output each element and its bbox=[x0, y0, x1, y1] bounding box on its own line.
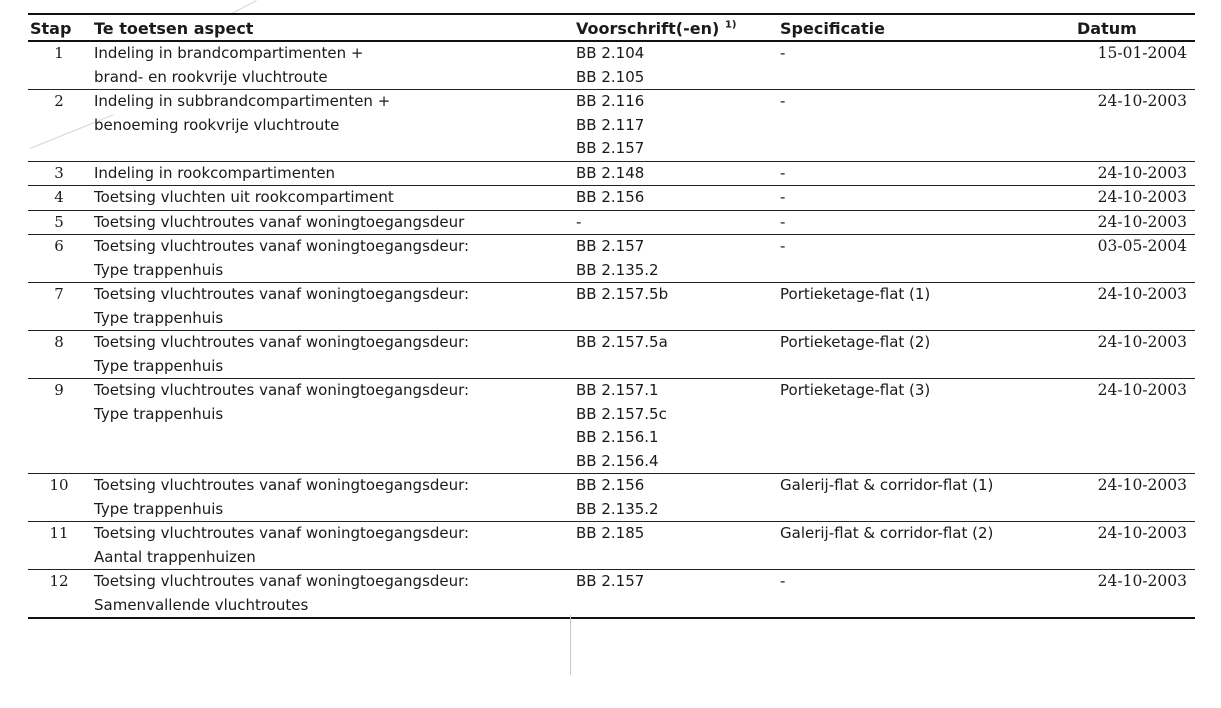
cell-datum: 24-10-2003 bbox=[1097, 572, 1187, 590]
aspect-line: Samenvallende vluchtroutes bbox=[94, 595, 309, 614]
voorschrift-line: BB 2.117 bbox=[576, 115, 645, 134]
cell-datum: 24-10-2003 bbox=[1097, 476, 1187, 494]
voorschrift-line: BB 2.157.1 bbox=[576, 381, 659, 399]
header-aspect: Te toetsen aspect bbox=[90, 14, 572, 41]
table-row bbox=[28, 235, 1195, 283]
cell-aspect bbox=[90, 283, 572, 331]
cell-datum: 24-10-2003 bbox=[1097, 333, 1187, 351]
aspect-line: Indeling in rookcompartimenten bbox=[94, 163, 336, 182]
table-row bbox=[28, 283, 1195, 331]
aspect-line: brand- en rookvrije vluchtroute bbox=[94, 67, 328, 86]
inspection-steps-table bbox=[28, 13, 1195, 619]
cell-specificatie: Galerij-flat & corridor-flat (1) bbox=[780, 476, 994, 494]
voorschrift-line: BB 2.157 bbox=[576, 139, 645, 157]
header-datum: Datum bbox=[1073, 14, 1195, 41]
aspect-line: Toetsing vluchtroutes vanaf woningtoegangsdeur: bbox=[94, 333, 470, 351]
aspect-line: Toetsing vluchten uit rookcompartiment bbox=[94, 188, 394, 206]
cell-stap: 11 bbox=[49, 524, 69, 542]
table-row bbox=[28, 522, 1195, 570]
cell-stap: 8 bbox=[54, 333, 64, 351]
table-row bbox=[28, 474, 1195, 522]
cell-aspect bbox=[90, 379, 572, 474]
cell-aspect bbox=[90, 186, 572, 211]
table-row bbox=[28, 570, 1195, 619]
table-row bbox=[28, 41, 1195, 90]
cell-stap: 7 bbox=[54, 285, 64, 303]
cell-datum: 15-01-2004 bbox=[1097, 44, 1187, 62]
cell-aspect bbox=[90, 522, 572, 570]
voorschrift-line: BB 2.156 bbox=[576, 476, 645, 494]
voorschrift-line: BB 2.156.1 bbox=[576, 428, 659, 446]
voorschrift-line: BB 2.157 bbox=[576, 237, 645, 255]
cell-datum: 24-10-2003 bbox=[1097, 188, 1187, 206]
cell-aspect bbox=[90, 474, 572, 522]
header-voorschrift-label: Voorschrift(-en) bbox=[576, 19, 720, 38]
table-row bbox=[28, 210, 1195, 235]
voorschrift-line: BB 2.157.5b bbox=[576, 285, 669, 303]
aspect-line: Type trappenhuis bbox=[94, 260, 224, 279]
header-footnote-marker: 1) bbox=[724, 19, 737, 31]
voorschrift-line: BB 2.116 bbox=[576, 92, 645, 110]
table-row bbox=[28, 90, 1195, 162]
cell-stap: 9 bbox=[54, 381, 64, 399]
cell-stap: 1 bbox=[54, 44, 64, 62]
cell-aspect bbox=[90, 210, 572, 235]
cell-voorschrift bbox=[572, 522, 776, 570]
cell-aspect bbox=[90, 235, 572, 283]
aspect-line: Toetsing vluchtroutes vanaf woningtoegangsdeur: bbox=[94, 381, 470, 399]
voorschrift-line: BB 2.148 bbox=[576, 163, 645, 182]
voorschrift-line: BB 2.156 bbox=[576, 188, 645, 206]
voorschrift-line: BB 2.156.4 bbox=[576, 451, 659, 470]
cell-aspect bbox=[90, 161, 572, 186]
aspect-line: Toetsing vluchtroutes vanaf woningtoegangsdeur: bbox=[94, 476, 470, 494]
cell-voorschrift bbox=[572, 570, 776, 619]
cell-specificatie: - bbox=[780, 163, 786, 182]
voorschrift-line: - bbox=[576, 212, 582, 231]
aspect-line: Toetsing vluchtroutes vanaf woningtoegangsdeur: bbox=[94, 237, 470, 255]
cell-voorschrift bbox=[572, 235, 776, 283]
cell-aspect bbox=[90, 570, 572, 619]
cell-specificatie: - bbox=[780, 44, 786, 62]
aspect-line: Toetsing vluchtroutes vanaf woningtoegangsdeur bbox=[94, 212, 465, 231]
cell-specificatie: Portieketage-flat (1) bbox=[780, 285, 931, 303]
header-voorschrift bbox=[572, 14, 776, 41]
cell-datum: 24-10-2003 bbox=[1097, 285, 1187, 303]
cell-datum: 24-10-2003 bbox=[1097, 212, 1187, 231]
voorschrift-line: BB 2.157 bbox=[576, 572, 645, 590]
cell-stap: 6 bbox=[54, 237, 64, 255]
table-row bbox=[28, 161, 1195, 186]
voorschrift-line: BB 2.157.5c bbox=[576, 404, 667, 423]
cell-stap: 2 bbox=[54, 92, 64, 110]
cell-stap: 10 bbox=[49, 476, 69, 494]
header-specificatie: Specificatie bbox=[776, 14, 1073, 41]
cell-voorschrift bbox=[572, 379, 776, 474]
voorschrift-line: BB 2.105 bbox=[576, 67, 645, 86]
aspect-line: Type trappenhuis bbox=[94, 308, 224, 327]
cell-specificatie: - bbox=[780, 212, 786, 231]
cell-stap: 4 bbox=[54, 188, 64, 206]
header-stap: Stap bbox=[28, 14, 90, 41]
cell-datum: 24-10-2003 bbox=[1097, 163, 1187, 182]
cell-specificatie: Galerij-flat & corridor-flat (2) bbox=[780, 524, 994, 542]
voorschrift-line: BB 2.157.5a bbox=[576, 333, 668, 351]
table-row bbox=[28, 379, 1195, 474]
cell-voorschrift bbox=[572, 186, 776, 211]
cell-specificatie: Portieketage-flat (2) bbox=[780, 333, 931, 351]
cell-datum: 24-10-2003 bbox=[1097, 92, 1187, 110]
aspect-line: Toetsing vluchtroutes vanaf woningtoegangsdeur: bbox=[94, 524, 470, 542]
cell-stap: 3 bbox=[54, 163, 64, 182]
column-divider bbox=[570, 615, 571, 675]
cell-datum: 24-10-2003 bbox=[1097, 524, 1187, 542]
table-row bbox=[28, 186, 1195, 211]
cell-specificatie: - bbox=[780, 572, 786, 590]
cell-stap: 12 bbox=[49, 572, 69, 590]
cell-voorschrift bbox=[572, 90, 776, 162]
cell-specificatie: - bbox=[780, 188, 786, 206]
aspect-line: Type trappenhuis bbox=[94, 404, 224, 423]
cell-aspect bbox=[90, 90, 572, 162]
cell-aspect bbox=[90, 331, 572, 379]
table-body bbox=[28, 41, 1195, 618]
cell-voorschrift bbox=[572, 161, 776, 186]
cell-datum: 24-10-2003 bbox=[1097, 381, 1187, 399]
table-row bbox=[28, 331, 1195, 379]
aspect-line: Toetsing vluchtroutes vanaf woningtoegangsdeur: bbox=[94, 285, 470, 303]
cell-datum: 03-05-2004 bbox=[1097, 237, 1187, 255]
aspect-line: Toetsing vluchtroutes vanaf woningtoegangsdeur: bbox=[94, 572, 470, 590]
cell-voorschrift bbox=[572, 474, 776, 522]
cell-specificatie: - bbox=[780, 92, 786, 110]
voorschrift-line: BB 2.104 bbox=[576, 44, 645, 62]
cell-stap: 5 bbox=[54, 212, 64, 231]
aspect-line: Indeling in brandcompartimenten + bbox=[94, 44, 364, 62]
aspect-line: benoeming rookvrije vluchtroute bbox=[94, 115, 340, 134]
aspect-line: Type trappenhuis bbox=[94, 499, 224, 518]
table-header-row bbox=[28, 14, 1195, 41]
cell-voorschrift bbox=[572, 210, 776, 235]
aspect-line: Aantal trappenhuizen bbox=[94, 547, 256, 566]
voorschrift-line: BB 2.185 bbox=[576, 524, 645, 542]
cell-voorschrift bbox=[572, 331, 776, 379]
cell-voorschrift bbox=[572, 41, 776, 90]
aspect-line: Type trappenhuis bbox=[94, 356, 224, 375]
cell-aspect bbox=[90, 41, 572, 90]
cell-voorschrift bbox=[572, 283, 776, 331]
cell-specificatie: - bbox=[780, 237, 786, 255]
voorschrift-line: BB 2.135.2 bbox=[576, 499, 659, 518]
voorschrift-line: BB 2.135.2 bbox=[576, 260, 659, 279]
aspect-line: Indeling in subbrandcompartimenten + bbox=[94, 92, 391, 110]
cell-specificatie: Portieketage-flat (3) bbox=[780, 381, 931, 399]
